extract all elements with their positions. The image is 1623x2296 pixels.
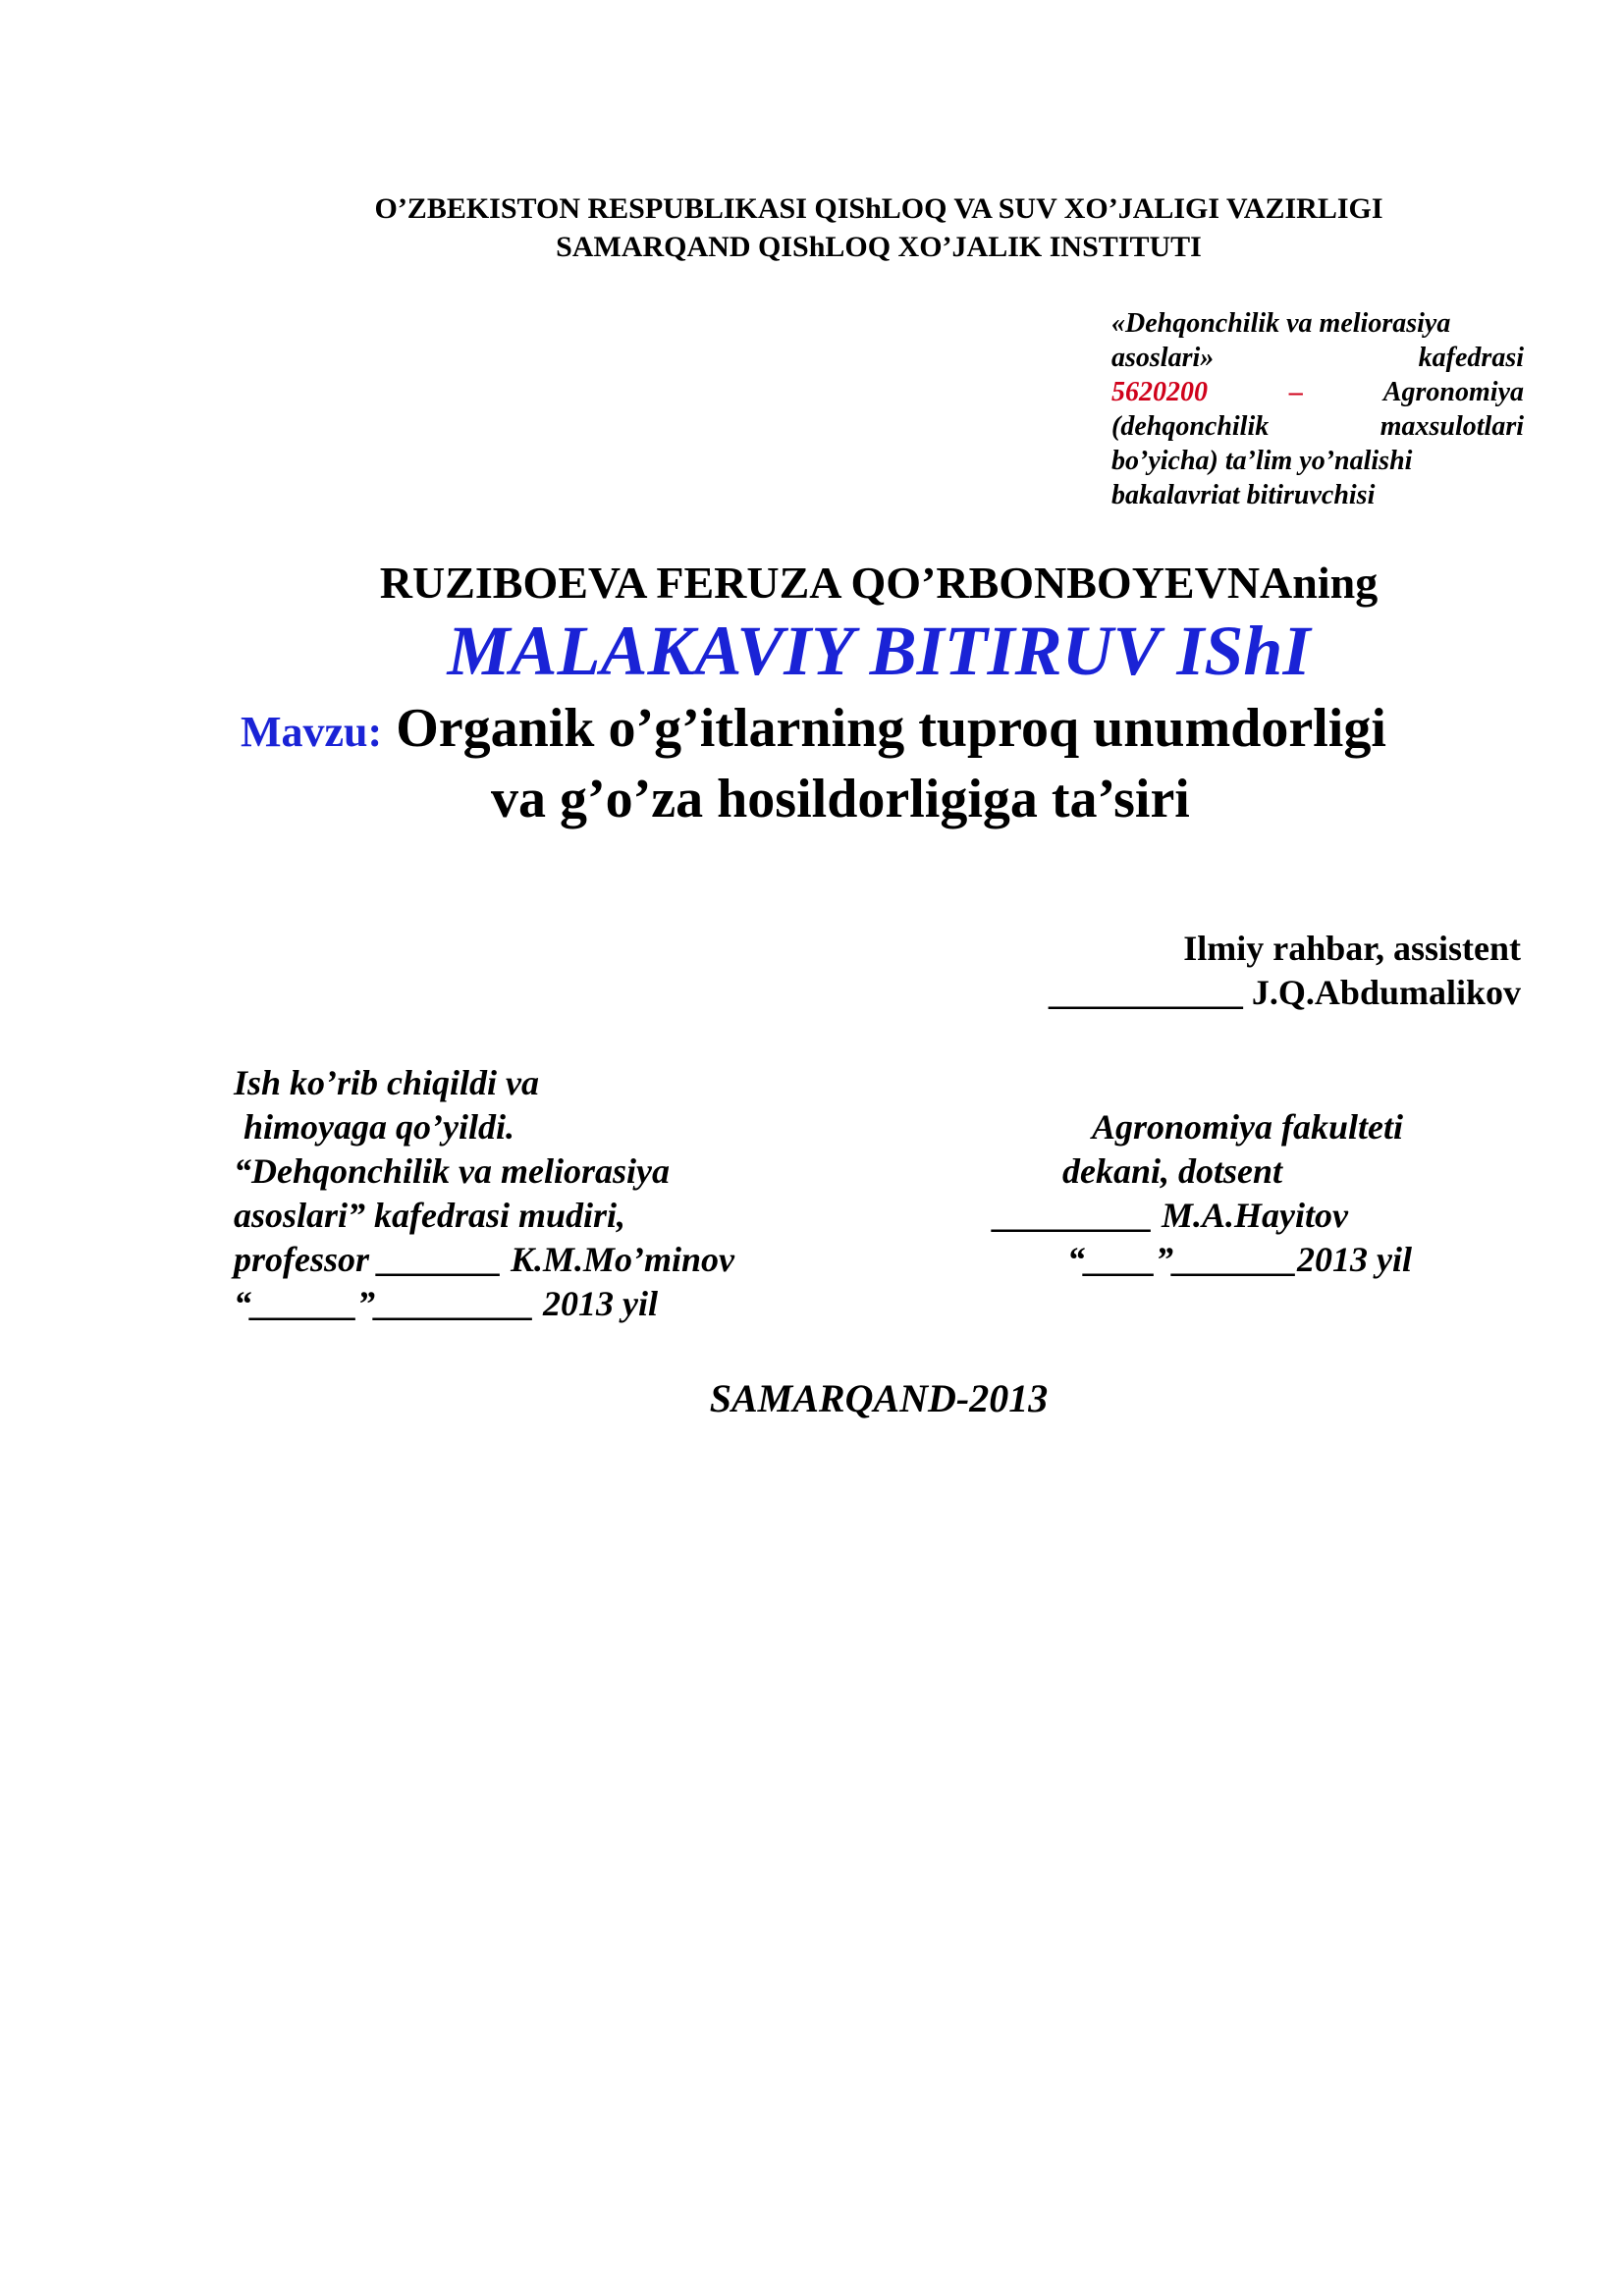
supervisor-signature: ___________ J.Q.Abdumalikov [1048,973,1521,1012]
supervisor-title: Ilmiy rahbar, assistent [1183,929,1521,968]
approval-line-6: “______”_________ 2013 yil [234,1284,658,1323]
kafedra-line-2 [1111,343,1524,374]
kafedra-line-2-a: asoslari» [1111,343,1215,373]
approval-line-5: professor _______ K.M.Mo’minov [234,1240,735,1279]
institute-title: SAMARQAND QIShLOQ XO’JALIK INSTITUTI [556,231,1202,263]
kafedra-line-3 [1111,377,1524,408]
topic-line-1 [241,697,1386,760]
topic-line-2: va g’o’za hosildorligiga ta’siri [491,769,1190,829]
place-year: SAMARQAND-2013 [709,1376,1049,1420]
speciality-code: 5620200 [1111,377,1208,407]
kafedra-line-6: bakalavriat bitiruvchisi [1111,480,1376,510]
author-name: RUZIBOEVA FERUZA QO’RBONBOYEVNAning [379,558,1379,608]
approval-line-3: “Dehqonchilik va meliorasiya [234,1151,670,1191]
approval-line-1: Ish ko’rib chiqildi va [234,1063,540,1102]
topic-label: Mavzu: [241,708,383,756]
kafedra-line-2-b: kafedrasi [1418,343,1524,373]
ministry-title: O’ZBEKISTON RESPUBLIKASI QIShLOQ VA SUV XO’JALIGI VAZIRLIGI [374,192,1383,225]
approval-line-2: himoyaga qo’yildi. [243,1107,514,1147]
topic-text-1: Organik o’g’itlarning tuproq unumdorligi [396,698,1386,759]
kafedra-line-1: «Dehqonchilik va meliorasiya [1111,308,1451,339]
kafedra-line-4-b: maxsulotlari [1380,411,1524,442]
dean-line-4: “____”_______2013 yil [1067,1240,1412,1279]
dean-line-2: dekani, dotsent [1062,1151,1283,1191]
kafedra-line-4-a: (dehqonchilik [1111,411,1270,442]
work-title: MALAKAVIY BITIRUV IShI [447,612,1311,690]
kafedra-line-5: bo’yicha) ta’lim yo’nalishi [1111,446,1413,476]
kafedra-line-4 [1111,411,1524,443]
speciality-name: Agronomiya [1382,377,1524,407]
dean-line-3: _________ M.A.Hayitov [994,1196,1348,1235]
dean-line-1: Agronomiya fakulteti [1092,1107,1404,1147]
approval-line-4: asoslari” kafedrasi mudiri, [234,1196,626,1235]
speciality-dash: – [1288,377,1303,407]
